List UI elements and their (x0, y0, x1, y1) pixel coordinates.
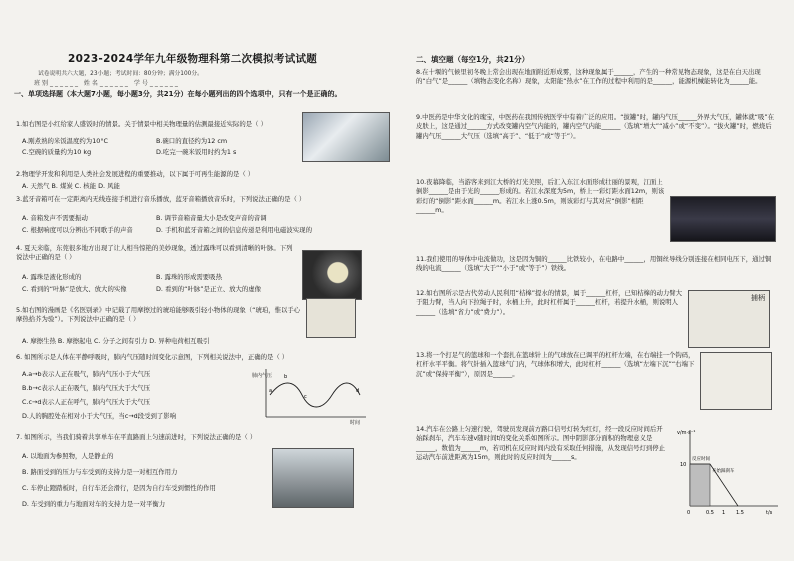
question-14: 14.汽车在公路上匀速行驶，驾驶员发现前方路口信号灯转为红灯，经一段反应时间后开始踩刹车，汽车车速v随时间t的变化关系如图所示。图中阴影部分面积的物理意义是______，数值为______m，若司机在反应时间内没有采取任何措施，从发现信号灯到停止运动汽车前进距离为15m，则此时的反应时间为______s。 (416, 425, 666, 461)
vt-brake-label: 开始踩刹车 (712, 469, 735, 474)
options-2: A. 天然气 B. 煤炭 C. 核能 D. 风能 (22, 182, 120, 190)
options-5: A. 摩擦生热 B. 摩擦起电 C. 分子之间有引力 D. 异种电荷相互吸引 (22, 337, 210, 345)
vt-xtick-1: 0.5 (706, 510, 714, 516)
option-4b: B. 露珠的形成需要吸热 (156, 273, 222, 281)
vt-xtick-2: 1 (722, 510, 726, 516)
graph-xlabel: 时间 (350, 420, 361, 425)
option-7a: A. 以地面为参照物，人是静止的 (22, 452, 114, 460)
question-6: 6. 如图所示是人体在平静呼吸时，肺内气压随时间变化示意图，下列相关说法中，正确的是（ ） (16, 353, 289, 361)
vt-xtick-0: 0 (687, 510, 691, 516)
velocity-time-graph (676, 424, 782, 520)
option-7d: D. 车受到的重力与地面对车的支持力是一对平衡力 (22, 500, 166, 508)
question-9: 9.中医药是中华文化的瑰宝，中医药在我国传统医学中有着广泛的应用。“拔罐”时，罐内气压______外界大气压，罐体就“吸”在皮肤上，这是通过______方式改变罐内空气内能的，罐内空气内能______（选填“增大”“减小”或“不变”）。“拔火罐”时，燃烧后罐内气压______大气压（选填“高于”、“低于”或“等于”）。 (416, 113, 775, 140)
option-3c: C. 根据响度可以分辨出不同歌手的声音 (22, 226, 133, 234)
question-5: 5.如右图的漫画是《名医别录》中记载了用摩擦过的琥珀能够吸引轻小物体的现象（“琥珀，惟以手心摩热拾芥为验”）。下列说法中正确的是（ ） (16, 306, 301, 324)
point-c: c (304, 394, 307, 400)
bicycle-image (272, 448, 354, 508)
vt-reaction-label: 反应时间 (692, 457, 710, 462)
question-4: 4. 夏天来临，东莞很多地方出现了让人相当惊艳的美妙现象，透过露珠可以看到清晰的叶脉。下列说法中正确的是（ ） (16, 244, 293, 262)
vt-xlabel: t/s (766, 510, 773, 516)
option-6c: C.c→d表示人正在呼气，肺内气压大于大气压 (22, 398, 151, 406)
question-11: 11.我们使用的导体中电流做功，这是因为铜的______比铁较小，在电路中______，用铜丝导线分别连接在相同电压下，通过铜线的电流______（选填“大于”“小于”或“等于”）铁线。 (416, 255, 772, 273)
option-4a: A. 露珠是液化形成的 (22, 273, 82, 281)
question-13: 13.将一个打足气的篮球和一个套扎在篮球针上的气球放在已调平的杠杆左端，在右端挂一个钩码，杠杆水平平衡。将气针插入篮球气门内，气球体积增大，此时杠杆______（选填“左端下沉”“右端下沉”或“保持平衡”），原因是______。 (416, 351, 695, 378)
option-3a: A. 音箱发声不需要振动 (22, 214, 88, 222)
pressure-graph (252, 365, 372, 425)
vt-xtick-3: 1.5 (736, 510, 744, 516)
option-3d: D. 手机和蓝牙音箱之间的信息传递是利用电磁波实现的 (156, 226, 312, 234)
left-column (6, 0, 398, 561)
option-1d: D.吃完一碗米饭用时约为1 s (156, 148, 237, 156)
option-4d: D. 看到的“叶脉”是正立、放大的虚像 (156, 285, 262, 293)
pulley-image (688, 290, 770, 348)
point-b: b (284, 374, 288, 380)
question-12: 12.如右图所示是古代劳动人民利用“桔槔”提水的情景，属于______杠杆，已知桔槔的动力臂大于阻力臂，当人向下拉绳子时，水桶上升，此时杠杆属于______杠杆，若提升水桶，则说明人______（选填“省力”或“费力”）。 (416, 289, 683, 316)
bridge-night-image (670, 196, 776, 242)
vt-ytick: 10 (680, 462, 687, 468)
option-1b: B.碗口的直径约为12 cm (156, 137, 228, 145)
right-column (404, 0, 790, 561)
graph-ylabel: 肺内气压 (252, 373, 273, 379)
option-1a: A.刚煮熟的米饭温度约为10°C (22, 137, 108, 145)
dew-leaf-image (302, 250, 362, 300)
option-6a: A.a→b表示人正在吸气，肺内气压小于大气压 (22, 370, 151, 378)
question-7: 7. 如图所示，当我们骑着共享单车在平直路面上匀速前进时，下列说法正确的是（ ） (16, 433, 257, 441)
rice-bowl-image (302, 112, 390, 162)
point-a: a (269, 388, 273, 394)
amber-cartoon-image (306, 298, 356, 338)
option-6d: D.人的胸腔处在相对小于大气压，当c→d段受到了影响 (22, 412, 177, 420)
section-2-title: 二、填空题（每空1分，共21分） (416, 55, 530, 64)
question-3: 3.蓝牙音箱可在一定距离内无线连接手机进行音乐播放，蓝牙音箱播放音乐时，下列说法正确的是（ ） (16, 195, 306, 203)
vt-ylabel: v/m·s⁻¹ (677, 430, 696, 436)
option-7b: B. 路面受到的压力与车受到的支持力是一对相互作用力 (22, 468, 178, 476)
option-3b: B. 调节音箱音量大小是改变声音的音调 (156, 214, 267, 222)
section-1-title: 一、单项选择题（本大题7小题，每小题3分，共21分）在每小题列出的四个选项中，只有一个是正确的。 (14, 90, 342, 98)
question-10: 10.夜幕降临，当游客来到江大桥的灯光美照，后汇入东江水面形成壮丽的景观，江面上倒影______是由于光的______形成的。若江水深度为5m，桥上一彩灯距水面12m，则该彩灯的“倒影”距水面______m。若江水上涨0.5m，则该彩灯与其对应“倒影”相距______m。 (416, 178, 665, 214)
question-1: 1.如右图是小红给家人盛饭时的情景。关于情景中相关物理量的估测最接近实际的是（ ） (16, 120, 267, 128)
question-2: 2.物理学开发和利用是人类社会发展进程的重要推动，以下属于可再生能源的是（ ） (16, 170, 255, 178)
pulley-label: 捕柄 (751, 294, 765, 302)
option-1c: C.空碗的质量约为10 kg (22, 148, 92, 156)
exam-title: 2023-2024学年九年级物理科第二次模拟考试试题 (68, 53, 318, 65)
exam-meta: 试卷说明共六大题，23小题；考试时间：80分钟；满分100分。 (38, 71, 203, 77)
option-6b: B.b→c表示人正在吸气，肺内气压大于大气压 (22, 384, 150, 392)
option-4c: C. 看到的“叶脉”是放大、放大的实像 (22, 285, 127, 293)
student-info-row: 班别______ 姓名______ 学号______ (34, 80, 180, 87)
option-7c: C. 车停止蹬踏板时，自行车还会滑行，是因为自行车受到惯性的作用 (22, 484, 216, 492)
point-d: d (356, 388, 360, 394)
lever-balloon-image (700, 352, 772, 410)
question-8: 8.在十堰的气候里初冬晚上常会出现在地面附近形成雾，这种现象属于______，产生的一种常见物态现象，这是在白天出现的“白气”是______（填物态变化名称）现象，太阳能“热水”在工作的过程中利用的是______，能源机械能转化为______能。 (416, 68, 762, 86)
